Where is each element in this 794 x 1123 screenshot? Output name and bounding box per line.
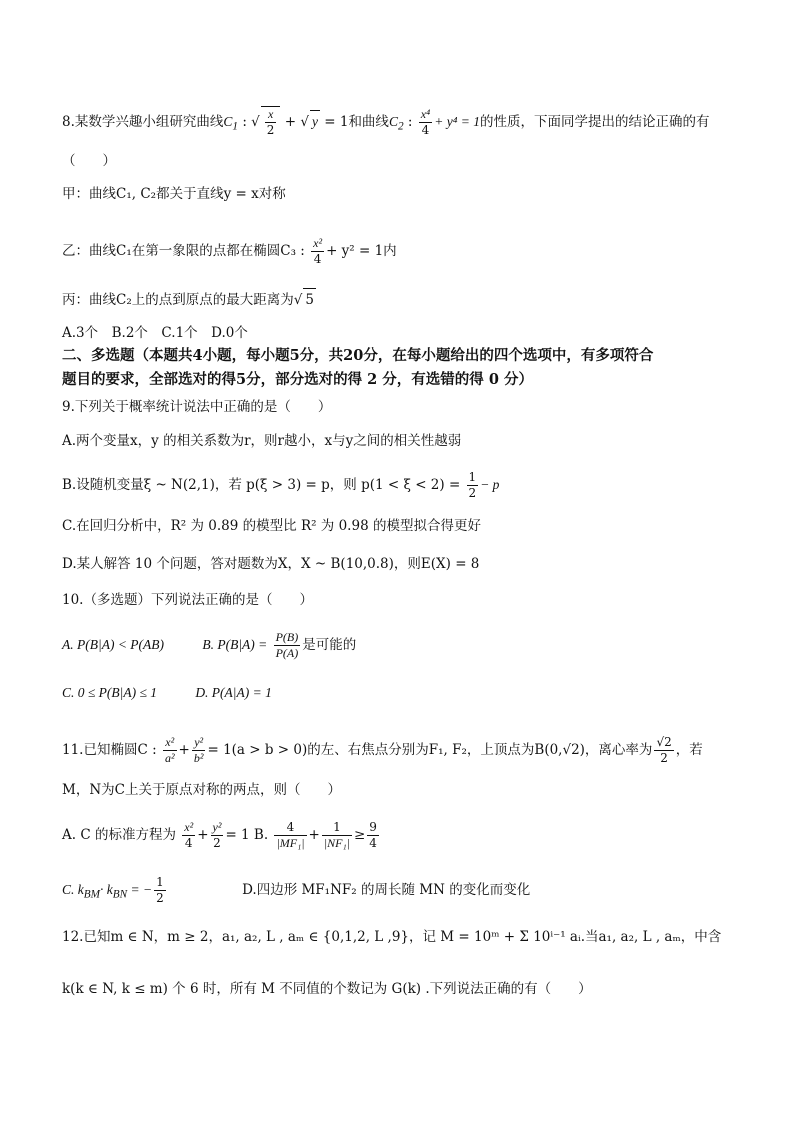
q8-paren: （ ） [62, 153, 116, 169]
q10-option-c: C. 0 ≤ P(B|A) ≤ 1 [62, 685, 158, 700]
q8-stem-start: 8.某数学兴趣小组研究曲线 [62, 114, 224, 130]
q8-stem: 8.某数学兴趣小组研究曲线$C_1$ : √ $\frac{x}{2}$ + √ y = 1和曲线$C_2$ : $\frac{\text{x⁴}}{4}$ + y⁴ = 1的性质，下面同学提出的结论正确的有 [62, 107, 710, 137]
q11-plus: + [178, 742, 190, 758]
q11-b-frac3: $\frac{9}{4}$ [369, 820, 377, 850]
q11-option-d: D.四边形 MF₁NF₂ 的周长随 MN 的变化而变化 [242, 882, 531, 898]
q11-stem-end: ，若 [675, 742, 703, 758]
q9-option-a: A.两个变量x，y 的相关系数为r，则r越小，x与y之间的相关性越弱 [62, 433, 462, 449]
q9-stem: 9.下列关于概率统计说法中正确的是（ ） [62, 399, 332, 415]
q11-a-yfrac: $\frac{\text{y²}}{2}$ [212, 820, 222, 850]
q11-x-frac: $\frac{\text{x²}}{\text{a²}}$ [164, 735, 175, 765]
q9-b-text: B.设随机变量ξ ~ N(2,1)，若 p(ξ > 3) = p，则 p(1 < ξ < 2) = [62, 477, 461, 493]
q11-e-frac: $\frac{√2}{2}$ [656, 735, 672, 765]
q11-options-cd [62, 875, 530, 906]
q10-option-b: B. P(B|A) = [202, 637, 268, 652]
q8-stem-mid: 和曲线 [348, 114, 389, 130]
section2-line2: 题目的要求，全部选对的得5分，部分选对的得 2 分，有选错的得 0 分） [62, 371, 533, 388]
c1-sqrt-frac: $\frac{x}{2}$ [261, 106, 281, 138]
section2-line1: 二、多选题（本题共4小题，每小题5分，共20分，在每小题给出的四个选项中，有多项符合 [62, 347, 654, 364]
q8-options: A.3个 B.2个 C.1个 D.0个 [62, 325, 248, 341]
q11-option-b: = 1 B. [225, 827, 269, 843]
q11-option-a: A. C 的标准方程为 [62, 827, 176, 843]
q8-yi-end: + y² = 1内 [326, 243, 397, 259]
q11-options-ab: A. C 的标准方程为 $\frac{\text{x²}}{4}$ + $\frac{\text{y²}}{2}$ = 1 B. $\frac{4}{\text{|MF₁|}}$ + $\frac{1}{\text{|NF₁|}}$ ≥ $\frac{9}{4}$ [62, 820, 377, 850]
q10-option-d: D. P(A|A) = 1 [195, 685, 272, 700]
q10-option-a: A. P(B|A) < P(AB) [62, 637, 165, 652]
q8-yi-start: 乙：曲线C₁在第一象限的点都在椭圆C₃ : [62, 243, 305, 259]
c1-eq-end: = 1 [324, 114, 349, 130]
q11-stem [62, 735, 703, 766]
q9-b-tail: − p [480, 477, 500, 492]
q10-options-cd [62, 682, 272, 704]
q8-jia: 甲：曲线C₁, C₂都关于直线y = x对称 [62, 186, 286, 202]
q11-option-c: C. $k_{BM}\cdot k_{BN}$ = − [62, 882, 153, 901]
sqrt-symbol-3: √ [293, 292, 303, 308]
q11-y-frac: $\frac{\text{y²}}{\text{b²}}$ [193, 735, 204, 765]
q10-stem: 10.（多选题）下列说法正确的是（ ） [62, 592, 313, 608]
q8-bing-text: 丙：曲线C₂上的点到原点的最大距离为 [62, 292, 294, 308]
q8-yi [62, 236, 397, 267]
yi-frac: $\frac{\text{x²}}{4}$ [313, 236, 323, 266]
q11-ge: ≥ [353, 827, 366, 843]
q8-stem-end: 的性质，下面同学提出的结论正确的有 [480, 114, 710, 130]
q11-b-frac2: $\frac{1}{\text{|NF₁|}}$ [323, 820, 350, 850]
c1-label: $C_1$ [223, 114, 239, 133]
q11-a-xfrac: $\frac{\text{x²}}{4}$ [184, 820, 194, 850]
c2-frac: $\frac{\text{x⁴}}{4}$ [420, 107, 431, 137]
q11-b-frac1: $\frac{4}{\text{|MF₁|}}$ [276, 820, 305, 850]
q10-b-tail: 是可能的 [302, 637, 357, 653]
q8-bing [62, 288, 316, 311]
q10-b-frac: $\frac{P(B)}{P(A)}$ [275, 630, 299, 660]
q11-stem-start: 11.已知椭圆C : [62, 742, 157, 758]
plus-sign: + [284, 114, 297, 130]
sqrt-symbol-2: √ [300, 114, 309, 130]
q12-line2: k(k ∈ N, k ≤ m) 个 6 时，所有 M 不同值的个数记为 G(k) .下列说法正确的有（ ） [62, 981, 592, 997]
sqrt-symbol: √ [251, 114, 260, 130]
c2-label: $C_2$ [388, 114, 404, 133]
c2-eq-rest: + y⁴ = 1 [434, 114, 480, 129]
q11-c-frac: $\frac{1}{2}$ [156, 875, 164, 905]
q9-option-d: D.某人解答 10 个问题，答对题数为X，X ~ B(10,0.8)，则E(X) = 8 [62, 556, 480, 572]
c1-sqrt-y: y [310, 110, 320, 133]
q11-stem-mid: = 1(a > b > 0)的左、右焦点分别为F₁, F₂，上顶点为B(0,√2)，离心率为 [207, 742, 653, 758]
q10-options-ab [62, 630, 356, 661]
q9-b-frac: $\frac{1}{2}$ [468, 470, 477, 500]
q9-option-c: C.在回归分析中，R² 为 0.89 的模型比 R² 为 0.98 的模型拟合得更好 [62, 518, 481, 534]
bing-radicand: 5 [303, 288, 316, 311]
q12-line1: 12.已知m ∈ N，m ≥ 2，a₁, a₂, L , aₘ ∈ {0,1,2, L ,9}，记 M = 10ᵐ + Σ 10ⁱ⁻¹ aᵢ.当a₁, a₂, L , aₘ，中含 [62, 929, 722, 945]
q11-stem2: M，N为C上关于原点对称的两点，则（ ） [62, 782, 341, 798]
q9-option-b [62, 470, 499, 501]
